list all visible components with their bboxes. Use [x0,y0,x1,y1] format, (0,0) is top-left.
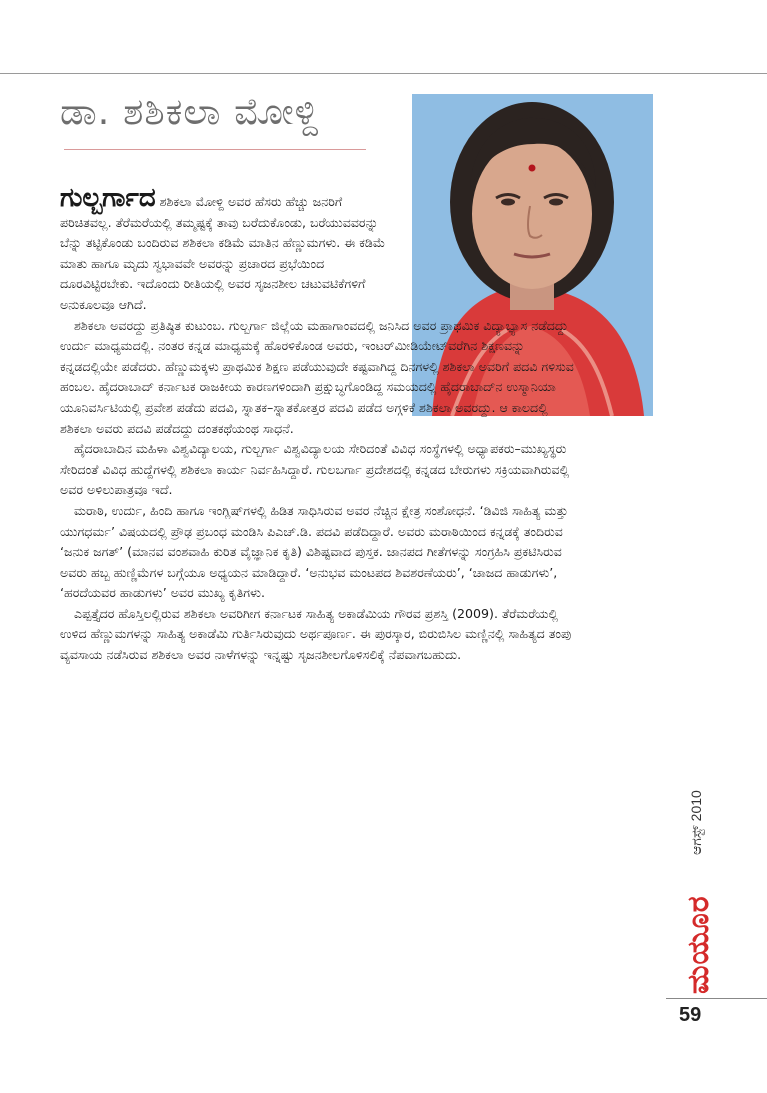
article-paragraph: ಮರಾಠಿ, ಉರ್ದು, ಹಿಂದಿ ಹಾಗೂ ಇಂಗ್ಲಿಷ್‌ಗಳಲ್ಲಿ ಹಿಡಿತ ಸಾಧಿಸಿರುವ ಅವರ ನೆಚ್ಚಿನ ಕ್ಷೇತ್ರ ಸಂಶೋಧನೆ. ‘ಡಿವಿಜಿ ಸಾಹಿತ್ಯ ಮತ್ತು ಯುಗಧರ್ಮ’ ವಿಷಯದಲ್ಲಿ ಪ್ರೌಢ ಪ್ರಬಂಧ ಮಂಡಿಸಿ ಪಿಎಚ್.ಡಿ. ಪದವಿ ಪಡೆದಿದ್ದಾರೆ. ಅವರು ಮರಾಠಿಯಿಂದ ಕನ್ನಡಕ್ಕೆ ತಂದಿರುವ ‘ಜನುಕ ಜಗತ್’ (ಮಾನವ ವಂಶವಾಹಿ ಕುರಿತ ವೈಜ್ಞಾನಿಕ ಕೃತಿ) ವಿಶಿಷ್ಟವಾದ ಪುಸ್ತಕ. ಜಾನಪದ ಗೀತೆಗಳನ್ನು ಸಂಗ್ರಹಿಸಿ ಪ್ರಕಟಿಸಿರುವ ಅವರು ಹಬ್ಬ ಹುಣ್ಣಿಮೆಗಳ ಬಗ್ಗೆಯೂ ಅಧ್ಯಯನ ಮಾಡಿದ್ದಾರೆ. ‘ಅನುಭವ ಮಂಟಪದ ಶಿವಶರಣೆಯರು’, ‘ಚಾಜದ ಹಾಡುಗಳು’, ‘ಹರದೆಯವರ ಹಾಡುಗಳು’ ಅವರ ಮುಖ್ಯ ಕೃತಿಗಳು. [60,502,569,601]
article-paragraph: ಹೈದರಾಬಾದಿನ ಮಹಿಳಾ ವಿಶ್ವವಿದ್ಯಾಲಯ, ಗುಲ್ಬರ್ಗಾ ವಿಶ್ವವಿದ್ಯಾಲಯ ಸೇರಿದಂತೆ ವಿವಿಧ ಸಂಸ್ಥೆಗಳಲ್ಲಿ ಅಧ್ಯಾಪಕರು–ಮುಖ್ಯಸ್ಥರು ಸೇರಿದಂತೆ ವಿವಿಧ ಹುದ್ದೆಗಳಲ್ಲಿ ಶಶಿಕಲಾ ಕಾರ್ಯ ನಿರ್ವಹಿಸಿದ್ದಾರೆ. ಗುಲಬರ್ಗಾ ಪ್ರದೇಶದಲ್ಲಿ ಕನ್ನಡದ ಬೇರುಗಳು ಸಕ್ರಿಯವಾಗಿರುವಲ್ಲಿ ಅವರ ಅಳಿಲುಪಾತ್ರವೂ ಇದೆ. [60,441,570,498]
top-divider [0,73,767,74]
article-paragraph: ಶಶಿಕಲಾ ಅವರದ್ದು ಪ್ರತಿಷ್ಠಿತ ಕುಟುಂಬ. ಗುಲ್ಬರ್ಗಾ ಜಿಲ್ಲೆಯ ಮಹಾಗಾಂವದಲ್ಲಿ ಜನಿಸಿದ ಅವರ ಪ್ರಾಥಮಿಕ ವಿದ್ಯಾಭ್ಯಾಸ ನಡೆದದ್ದು ಉರ್ದು ಮಾಧ್ಯಮದಲ್ಲಿ. ನಂತರ ಕನ್ನಡ ಮಾಧ್ಯಮಕ್ಕೆ ಹೊರಳಿಕೊಂಡ ಅವರು, ಇಂಟರ್‌ಮೀಡಿಯೇಟ್‌ವರೆಗಿನ ಶಿಕ್ಷಣವನ್ನು ಕನ್ನಡದಲ್ಲಿಯೇ ಪಡೆದರು. ಹೆಣ್ಣುಮಕ್ಕಳು ಪ್ರಾಥಮಿಕ ಶಿಕ್ಷಣ ಪಡೆಯುವುದೇ ಕಷ್ಟವಾಗಿದ್ದ ದಿನಗಳಲ್ಲಿ ಶಶಿಕಲಾ ಅವರಿಗೆ ಪದವಿ ಗಳಿಸುವ ಹಂಬಲ. ಹೈದರಾಬಾದ್ ಕರ್ನಾಟಕ ರಾಜಕೀಯ ಕಾರಣಗಳಿಂದಾಗಿ ಪ್ರಕ್ಷುಬ್ಧಗೊಂಡಿದ್ದ ಸಮಯದಲ್ಲಿ ಹೈದರಾಬಾದ್‌ನ ಉಸ್ಮಾನಿಯಾ ಯೂನಿವರ್ಸಿಟಿಯಲ್ಲಿ ಪ್ರವೇಶ ಪಡೆದು ಪದವಿ, ಸ್ನಾತಕ–ಸ್ನಾತಕೋತ್ತರ ಪದವಿ ಪಡೆದ ಅಗ್ಗಳಿಕೆ ಶಶಿಕಲಾ ಅವರದ್ದು. ಆ ಕಾಲದಲ್ಲಿ ಶಶಿಕಲಾ ಅವರು ಪದವಿ ಪಡೆದದ್ದು ದಂತಕಥೆಯಂಥ ಸಾಧನೆ. [60,317,574,436]
footer-divider [666,998,767,999]
paragraph-text: ಶಶಿಕಲಾ ಮೋಳ್ದಿ ಅವರ ಹೆಸರು ಹೆಚ್ಚು ಜನರಿಗೆ ಪರಿಚಿತವಲ್ಲ. ತೆರೆಮರೆಯಲ್ಲಿ ತಮ್ಮಷ್ಟಕ್ಕೆ ತಾವು ಬರೆದುಕೊಂಡು, ಬರೆಯುವವರನ್ನು ಬೆನ್ನು ತಟ್ಟಿಕೊಂಡು ಬಂದಿರುವ ಶಶಿಕಲಾ ಕಡಿಮೆ ಮಾತಿನ ಹೆಣ್ಣುಮಗಳು. ಈ ಕಡಿಮೆ ಮಾತು ಹಾಗೂ ಮೃದು ಸ್ವಭಾವವೇ ಅವರನ್ನು ಪ್ರಚಾರದ ಪ್ರಭೆಯಿಂದ ದೂರವಿಟ್ಟಿರಬೇಕು. ಇದೊಂದು ರೀತಿಯಲ್ಲಿ ಅವರ ಸೃಜನಶೀಲ ಚಟುವಟಿಕೆಗಳಿಗೆ ಅನುಕೂಲವೂ ಆಗಿದೆ. [60,194,386,312]
magazine-logo: ಮಯೂರ [681,895,716,994]
lead-word: ಗುಲ್ಬರ್ಗಾದ [60,183,156,213]
title-underline [64,149,366,150]
page-title: ಡಾ. ಶಶಿಕಲಾ ಮೋಳ್ದಿ [60,90,320,133]
page-number: 59 [679,1004,702,1026]
issue-date: ಆಗಸ್ಟ್ 2010 [688,790,704,855]
article-paragraph: ಎಪ್ಪತ್ತೈದರ ಹೊಸ್ತಿಲಲ್ಲಿರುವ ಶಶಿಕಲಾ ಅವರಿಗೀಗ ಕರ್ನಾಟಕ ಸಾಹಿತ್ಯ ಅಕಾಡೆಮಿಯ ಗೌರವ ಪ್ರಶಸ್ತಿ (2009). ತೆರೆಮರೆಯಲ್ಲಿ ಉಳಿದ ಹೆಣ್ಣುಮಗಳನ್ನು ಸಾಹಿತ್ಯ ಅಕಾಡೆಮಿ ಗುರ್ತಿಸಿರುವುದು ಅರ್ಥಪೂರ್ಣ. ಈ ಪುರಸ್ಕಾರ, ಬಿರುಬಿಸಿಲ ಮಣ್ಣಿನಲ್ಲಿ ಸಾಹಿತ್ಯದ ತಂಪು ವ್ಯವಸಾಯ ನಡೆಸಿರುವ ಶಶಿಕಲಾ ಅವರ ನಾಳೆಗಳನ್ನು ಇನ್ನಷ್ಟು ಸೃಜನಶೀಲಗೊಳಿಸಲಿಕ್ಕೆ ನೆಪವಾಗಬಹುದು. [60,605,572,663]
article-paragraph-intro [60,183,396,316]
article-body [60,183,580,666]
